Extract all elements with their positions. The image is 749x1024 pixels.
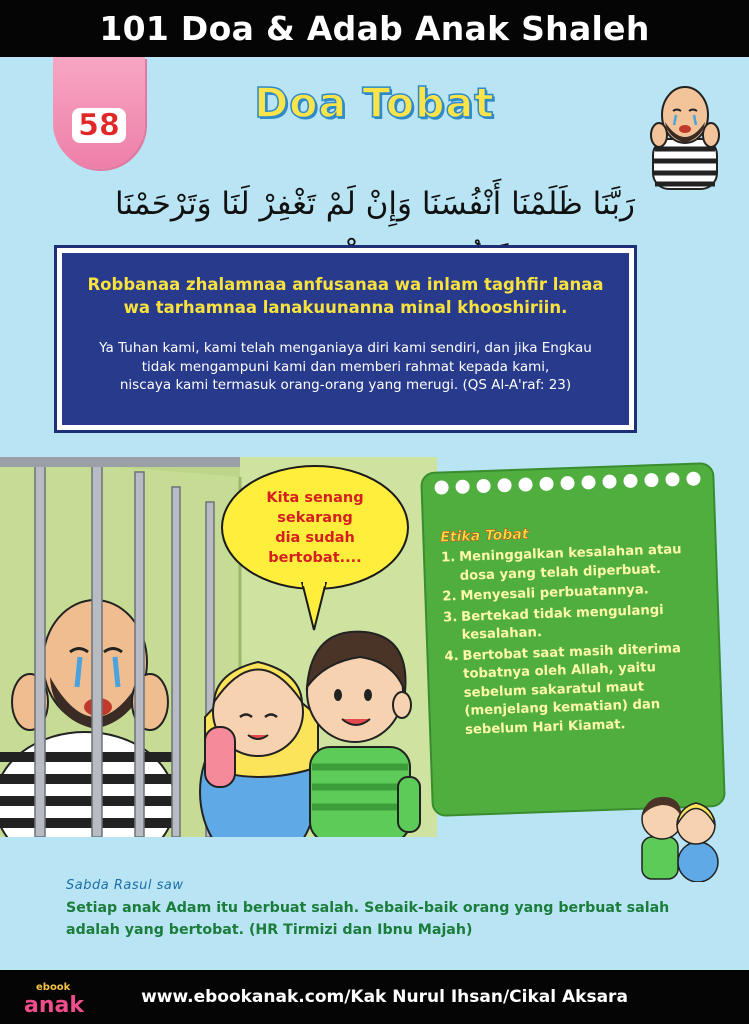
book-title: 101 Doa & Adab Anak Shaleh — [99, 9, 650, 48]
footer-url[interactable]: www.ebookanak.com/Kak Nurul Ihsan/Cikal Aksara — [141, 987, 628, 1007]
etika-item-number: 3. — [442, 609, 458, 626]
bubble-line: sekarang — [277, 509, 353, 526]
bubble-line: dia sudah — [275, 529, 355, 546]
etika-item-text: Meninggalkan kesalahan atau dosa yang telah diperbuat. — [458, 542, 682, 584]
sabda-line: adalah yang bertobat. (HR Tirmizi dan Ibnu Majah) — [66, 922, 473, 938]
etika-item-text: Bertobat saat masih diterima tobatnya oleh Allah, yaitu sebelum sakaratul maut (menjelang kematian) dan sebelum Hari Kiamat. — [462, 640, 682, 738]
latin-transliteration — [62, 273, 629, 319]
etika-title: Etika Tobat — [440, 526, 529, 546]
translation-line: tidak mengampuni kami dan memberi rahmat kepada kami, — [141, 358, 550, 375]
header-bar — [0, 0, 749, 57]
latin-line: wa tarhamnaa lanakuunanna minal khooshiriin. — [123, 298, 568, 317]
translation-line: Ya Tuhan kami, kami telah menganiaya diri kami sendiri, dan jika Engkau — [99, 340, 592, 356]
etika-item-text: Bertekad tidak mengulangi kesalahan. — [460, 602, 664, 643]
etika-item-number: 4. — [444, 648, 459, 664]
translation-line: niscaya kami termasuk orang-orang yang merugi. (QS Al-A'raf: 23) — [119, 377, 572, 393]
page-number: 58 — [72, 108, 126, 143]
logo-text-top: ebook — [36, 982, 71, 993]
verse-box — [57, 248, 634, 430]
bubble-line: Kita senang — [266, 489, 364, 506]
etika-item-text: Menyesali perbuatannya. — [460, 582, 650, 604]
etika-list — [441, 540, 716, 742]
etika-item — [444, 639, 715, 741]
etika-item-number: 1. — [440, 550, 456, 566]
bubble-line: bertobat.... — [268, 549, 362, 566]
translation — [62, 339, 629, 395]
logo-text-bottom: anak — [24, 993, 84, 1016]
speech-bubble — [221, 465, 409, 590]
sabda-line: Setiap anak Adam itu berbuat salah. Sebaik-baik orang yang berbuat salah — [66, 900, 670, 916]
latin-line: Robbanaa zhalamnaa anfusanaa wa inlam taghfir lanaa — [87, 275, 604, 294]
etika-card — [420, 462, 726, 817]
sabda-text — [66, 897, 706, 941]
page-content — [0, 57, 749, 970]
etika-item-number: 2. — [442, 589, 457, 605]
sabda-label: Sabda Rasul saw — [66, 878, 184, 893]
footer-bar — [0, 970, 749, 1024]
ebookanak-logo — [22, 978, 84, 1016]
bubble-tail — [300, 582, 330, 632]
arabic-prayer: رَبَّنَا ظَلَمْنَا أَنْفُسَنَا وَإِنْ لَمْ تَغْفِرْ لَنَا وَتَرْحَمْنَا — [114, 186, 636, 222]
prayer-title: Doa Tobat — [254, 79, 495, 127]
kids-small-illustration — [638, 787, 720, 882]
